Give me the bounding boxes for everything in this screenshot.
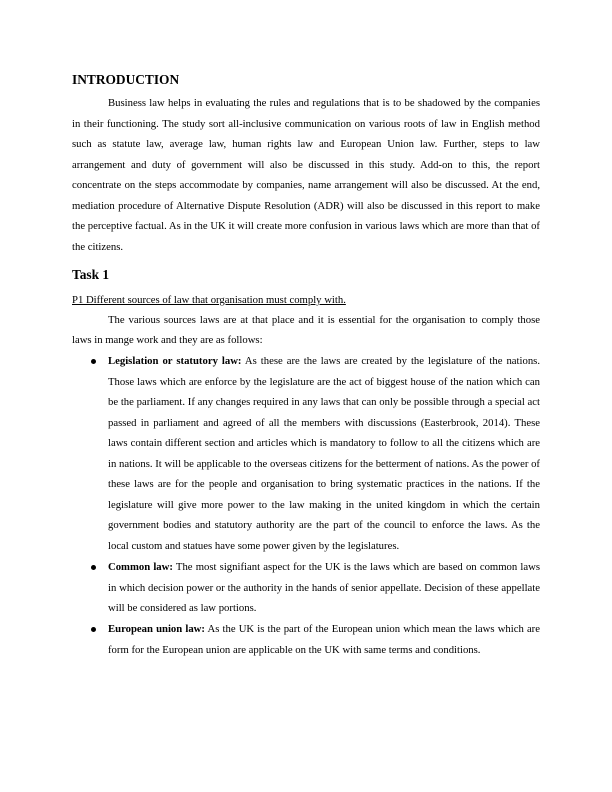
introduction-paragraph: Business law helps in evaluating the rules and regulations that is to be shadowed by the companies in their functioning. The study sort all-inclusive communication on various roots of law in English method such as statute law, average law, human rights law and European Union law. Further, steps to law arrangement and duty of government will also be discussed in this study. Add-on to this, the report concentrate on the steps accommodate by companies, name arrangement will also be discussed. At the end, mediation procedure of Alternative Dispute Resolution (ADR) will also be discussed in this report to make the perceptive factual. As in the UK it will create more confusion in various laws which are more than that of the citizens. <box>72 97 540 253</box>
list-item-common-law <box>72 557 540 619</box>
p1-subheading: P1 Different sources of law that organisation must comply with. <box>72 294 346 306</box>
bullet-term: Common law: <box>108 561 173 574</box>
list-item-legislation <box>72 351 540 556</box>
list-item-european-union-law <box>72 619 540 660</box>
bullet-term: European union law: <box>108 623 205 636</box>
bullet-icon <box>91 359 96 364</box>
law-sources-list <box>72 351 540 661</box>
bullet-icon <box>91 627 96 632</box>
bullet-term: Legislation or statutory law: <box>108 355 242 367</box>
bullet-text: The most signifiant aspect for the UK is the laws which are based on common laws in which decision power or the authority in the hands of senior appellate. Decision of these appellate will be considered as law portions. <box>108 561 540 615</box>
introduction-heading: INTRODUCTION <box>72 72 180 87</box>
bullet-icon <box>91 565 96 570</box>
task1-heading: Task 1 <box>72 267 110 282</box>
bullet-text: As the UK is the part of the European union which mean the laws which are form for the European union are applicable on the UK with same terms and conditions. <box>108 623 540 656</box>
bullet-text: As these are the laws are created by the legislature of the nations. Those laws which are enforce by the legislature are the act of biggest house of the nation which can be the parliament. If any changes required in any laws that can only be possible through a special act passed in parliament and agreed of all the members with discussions (Easterbrook, 2014). These laws contain different section and articles which is mandatory to follow to all the citizens which are in nations. It will be applicable to the overseas citizens for the betterment of nations. As the power of these laws are for the people and organisation to bring systematic practices in the nations. If the legislature will give more power to the law making in the united kingdom in which the certain government bodies and statutory authority are the part of the council to enforce the laws. As the local custom and statues have some power given by the legislatures. <box>108 355 540 552</box>
sources-intro-paragraph: The various sources laws are at that place and it is essential for the organisation to comply those laws in mange work and they are as follows: <box>72 314 540 346</box>
